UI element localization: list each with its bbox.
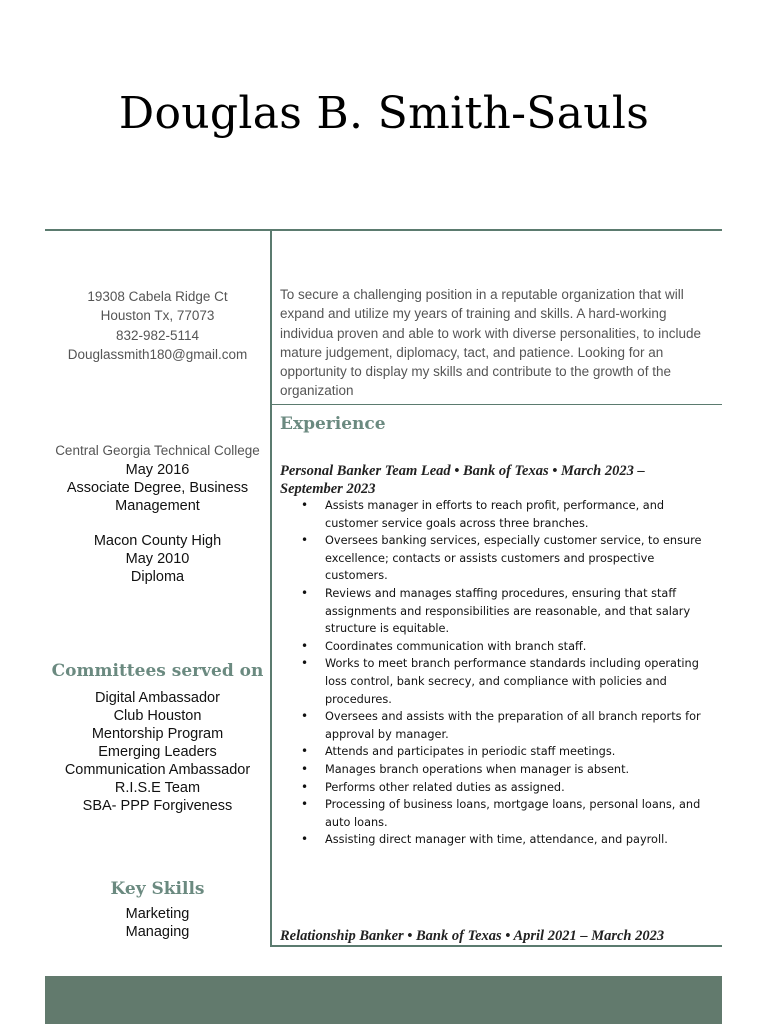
duty-item: • Manages branch operations when manager is absent. <box>295 761 720 779</box>
education-school-2: Macon County High <box>93 532 222 549</box>
education-school-1: Central Georgia Technical College <box>55 443 260 458</box>
committee-item: SBA- PPP Forgiveness <box>82 798 233 814</box>
job-heading-2: Relationship Banker • Bank of Texas • April 2021 – March 2023 <box>280 928 665 944</box>
duty-item: • Coordinates communication with branch staff. <box>295 638 720 656</box>
footer-bar <box>45 976 722 1024</box>
skills-heading: Key Skills <box>110 879 205 899</box>
committees-list <box>45 689 270 815</box>
duty-item: • Reviews and manages staffing procedures, ensuring that staff assignments and responsibilities are reasonable, and that salary structure is equitable. <box>295 585 720 638</box>
experience-heading: Experience <box>280 414 386 434</box>
duty-item: • Oversees and assists with the preparation of all branch reports for approval by manager. <box>295 708 720 743</box>
column-divider <box>270 231 272 947</box>
committee-item: Mentorship Program <box>91 726 224 742</box>
experience-bottom-divider <box>272 945 722 947</box>
skill-item: Managing <box>125 924 190 940</box>
job-heading-1: Personal Banker Team Lead • Bank of Texas • March 2023 – September 2023 <box>280 463 645 497</box>
duty-item: • Assisting direct manager with time, attendance, and payroll. <box>295 831 720 849</box>
contact-city: Houston Tx, 77073 <box>100 308 215 324</box>
contact-email: Douglassmith180@gmail.com <box>67 346 248 362</box>
resume-name: Douglas B. Smith-Sauls <box>118 88 650 139</box>
education-degree-2: Diploma <box>130 568 185 585</box>
objective-divider <box>272 404 722 405</box>
committee-item: R.I.S.E Team <box>114 780 201 796</box>
education-date-2: May 2010 <box>125 550 190 567</box>
duty-item: • Attends and participates in periodic staff meetings. <box>295 743 720 761</box>
committees-heading: Committees served on <box>51 661 264 681</box>
skill-item: Marketing <box>125 906 190 922</box>
header-divider <box>45 229 722 231</box>
duty-item: • Processing of business loans, mortgage loans, personal loans, and auto loans. <box>295 796 720 831</box>
committee-item: Digital Ambassador <box>95 690 220 706</box>
committee-item: Communication Ambassador <box>64 762 251 778</box>
duty-item: • Oversees banking services, especially customer service, to ensure excellence; contacts or assists customers and prospective customers. <box>295 532 720 585</box>
contact-phone: 832-982-5114 <box>115 327 200 343</box>
skills-section <box>45 878 270 941</box>
duty-item: • Assists manager in efforts to reach profit, performance, and customer service goals across three branches. <box>295 497 720 532</box>
duty-item: • Performs other related duties as assigned. <box>295 779 720 797</box>
education-block <box>45 441 270 586</box>
committee-item: Club Houston <box>113 708 202 724</box>
duty-item: • Works to meet branch performance standards including operating loss control, bank secrecy, and compliance with policies and procedures. <box>295 655 720 708</box>
contact-address: 19308 Cabela Ridge Ct <box>87 289 228 304</box>
skills-list <box>45 905 270 941</box>
job-duties-list <box>295 497 720 849</box>
committee-item: Emerging Leaders <box>98 744 217 760</box>
contact-block <box>45 287 270 364</box>
education-degree-1: Associate Degree, Business Management <box>66 479 249 514</box>
committees-section <box>45 660 270 815</box>
education-date-1: May 2016 <box>125 461 190 478</box>
objective-text: To secure a challenging position in a reputable organization that will expand and utilize my years of training and skills. A hard-working individua proven and able to work with diverse personalities, to include mature judgement, diplomacy, tact, and patience. Looking for an opportunity to display my skills and contribute to the growth of the organization <box>280 287 701 399</box>
